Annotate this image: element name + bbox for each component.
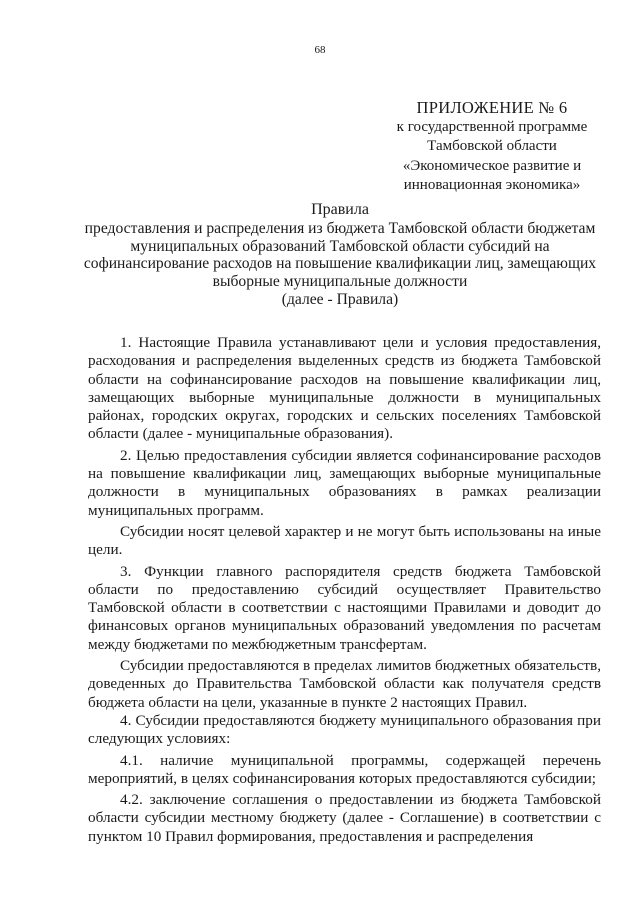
paragraph-4-1: 4.1. наличие муниципальной программы, содержащей перечень мероприятий, в целях софинансирования которых предоставляются субсидии; xyxy=(88,751,601,787)
rules-title-line: муниципальных образований Тамбовской области субсидий на xyxy=(130,237,550,255)
paragraph-1: 1. Настоящие Правила устанавливают цели и условия предоставления, расходования и распределения выделенных средств из бюджета Тамбовской области на софинансирование расходов на повышение квалификации лиц, замещающих выборные муниципальные должности в муниципальных районах, городских округах, городских и сельских поселениях Тамбовской области (далее - муниципальные образования). xyxy=(88,334,601,443)
appendix-line: Тамбовской области xyxy=(427,138,557,154)
rules-title-line: выборные муниципальные должности xyxy=(212,273,468,291)
document-body xyxy=(88,334,601,846)
appendix-title: ПРИЛОЖЕНИЕ № 6 xyxy=(416,98,568,117)
rules-heading: Правила xyxy=(311,201,369,218)
rules-title-block xyxy=(60,201,620,309)
rules-title-line: (далее - Правила) xyxy=(281,290,399,308)
paragraph-4: 4. Субсидии предоставляются бюджету муниципального образования при следующих условиях: xyxy=(88,711,601,748)
rules-title-line: предоставления и распределения из бюджета Тамбовской области бюджетам xyxy=(84,219,596,237)
rules-title-line: софинансирование расходов на повышение квалификации лиц, замещающих xyxy=(83,255,597,273)
appendix-line: «Экономическое развитие и xyxy=(402,157,582,174)
appendix-header xyxy=(372,98,612,196)
page-number: 68 xyxy=(314,44,326,56)
paragraph-3: 3. Функции главного распорядителя средств бюджета Тамбовской области по предоставлению субсидий осуществляет Правительство Тамбовской области в соответствии с настоящими Правилами и доводит до финансовых органов муниципальных образований уведомления по расчетам между бюджетами по межбюджетным трансфертам. xyxy=(88,562,601,653)
paragraph-subsidy-limits: Субсидии предоставляются в пределах лимитов бюджетных обязательств, доведенных до Правительства Тамбовской области как получателя средств бюджета области на цели, указанные в пункте 2 настоящих Правил. xyxy=(88,657,601,711)
paragraph-2: 2. Целью предоставления субсидии является софинансирование расходов на повышение квалификации лиц, замещающих выборные муниципальные должности в муниципальных образованиях в рамках реализации муниципальных программ. xyxy=(88,446,601,519)
appendix-line: инновационная экономика» xyxy=(403,177,581,193)
paragraph-4-2: 4.2. заключение соглашения о предоставлении из бюджета Тамбовской области субсидии местному бюджету (далее - Соглашение) в соответствии с пунктом 10 Правил формирования, предоставления и распределения xyxy=(88,791,601,845)
appendix-line: к государственной программе xyxy=(396,118,588,135)
paragraph-subsidy-purpose: Субсидии носят целевой характер и не могут быть использованы на иные цели. xyxy=(88,522,601,559)
